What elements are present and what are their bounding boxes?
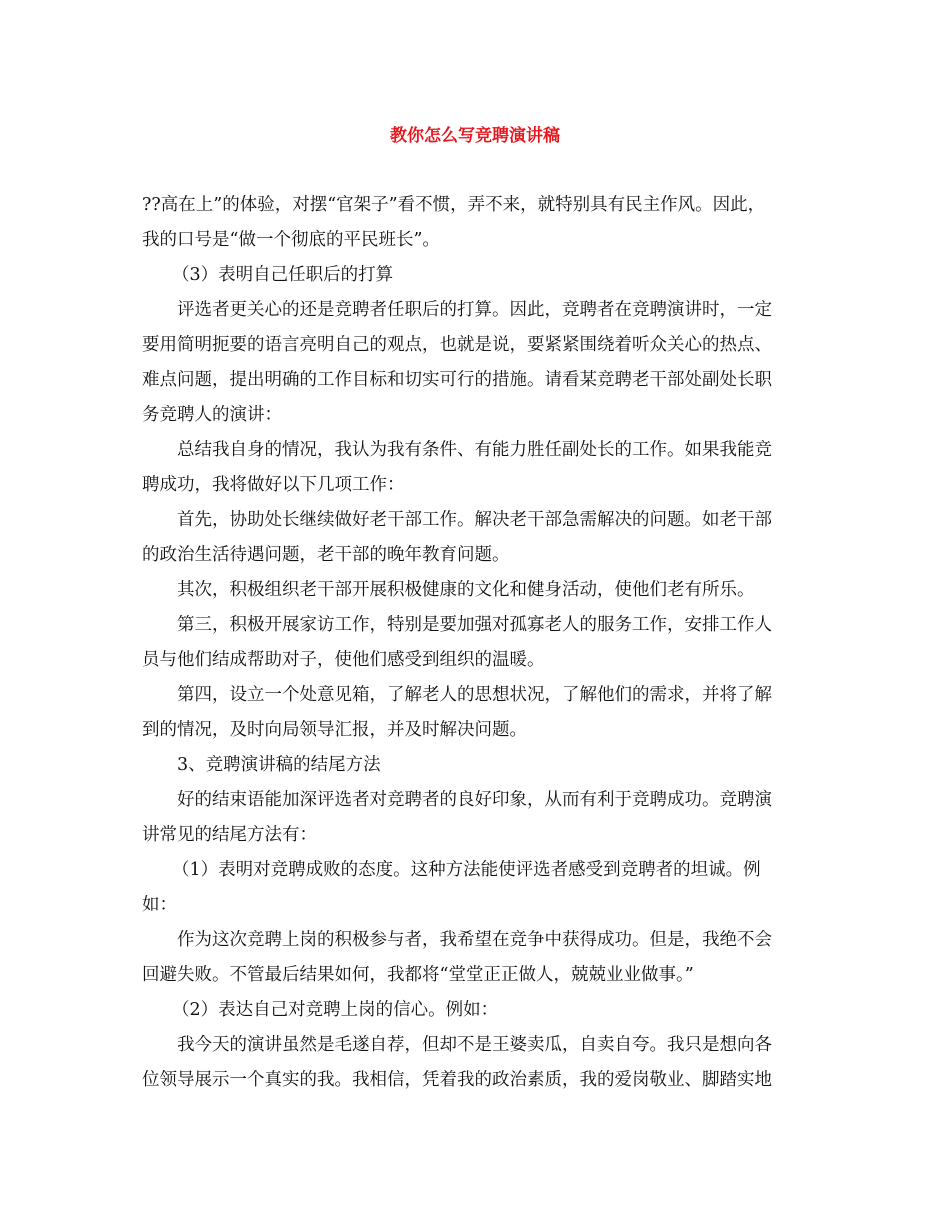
text-line: 的政治生活待遇问题，老干部的晚年教育问题。	[142, 545, 510, 565]
text-line: 如：	[142, 895, 177, 915]
text-line: ??高在上”的体验，对摆“官架子”看不惯，弄不来，就特别具有民主作风。因此，	[142, 195, 766, 215]
text-line: 聘成功，我将做好以下几项工作：	[142, 475, 405, 495]
text-line: 务竞聘人的演讲：	[142, 405, 282, 425]
text-line: 作为这次竞聘上岗的积极参与者，我希望在竞争中获得成功。但是，我绝不会	[177, 930, 772, 950]
text-line: 回避失败。不管最后结果如何，我都将“堂堂正正做人，兢兢业业做事。”	[142, 965, 694, 985]
text-line: 我的口号是“做一个彻底的平民班长”。	[142, 230, 440, 250]
section-heading: 3、竞聘演讲稿的结尾方法	[177, 755, 381, 775]
text-line: 讲常见的结尾方法有：	[142, 825, 317, 845]
text-line: 到的情况，及时向局领导汇报，并及时解决问题。	[142, 720, 527, 740]
text-line: 评选者更关心的还是竞聘者任职后的打算。因此，竞聘者在竞聘演讲时，一定	[177, 300, 772, 320]
text-line: （1）表明对竞聘成败的态度。这种方法能使评选者感受到竞聘者的坦诚。例	[172, 860, 761, 880]
text-line: 首先，协助处长继续做好老干部工作。解决老干部急需解决的问题。如老干部	[177, 510, 772, 530]
text-line: 总结我自身的情况，我认为我有条件、有能力胜任副处长的工作。如果我能竞	[177, 440, 772, 460]
text-line: 难点问题，提出明确的工作目标和切实可行的措施。请看某竞聘老干部处副处长职	[142, 370, 772, 390]
text-line: 第三，积极开展家访工作，特别是要加强对孤寡老人的服务工作，安排工作人	[177, 615, 772, 635]
text-line: 员与他们结成帮助对子，使他们感受到组织的温暖。	[142, 650, 545, 670]
text-line: （2）表达自己对竞聘上岗的信心。例如：	[172, 1000, 499, 1020]
text-line: 要用简明扼要的语言亮明自己的观点，也就是说，要紧紧围绕着听众关心的热点、	[142, 335, 772, 355]
text-line: 位领导展示一个真实的我。我相信，凭着我的政治素质，我的爱岗敬业、脚踏实地	[142, 1070, 772, 1090]
text-line: 第四，设立一个处意见箱，了解老人的思想状况，了解他们的需求，并将了解	[177, 685, 772, 705]
document-title: 教你怎么写竞聘演讲稿	[390, 126, 560, 146]
text-line: 其次，积极组织老干部开展积极健康的文化和健身活动，使他们老有所乐。	[177, 580, 755, 600]
text-line: 我今天的演讲虽然是毛遂自荐，但却不是王婆卖瓜，自卖自夸。我只是想向各	[177, 1035, 772, 1055]
section-heading: （3）表明自己任职后的打算	[172, 265, 394, 285]
document-body	[142, 188, 814, 1098]
text-line: 好的结束语能加深评选者对竞聘者的良好印象，从而有利于竞聘成功。竞聘演	[177, 790, 772, 810]
